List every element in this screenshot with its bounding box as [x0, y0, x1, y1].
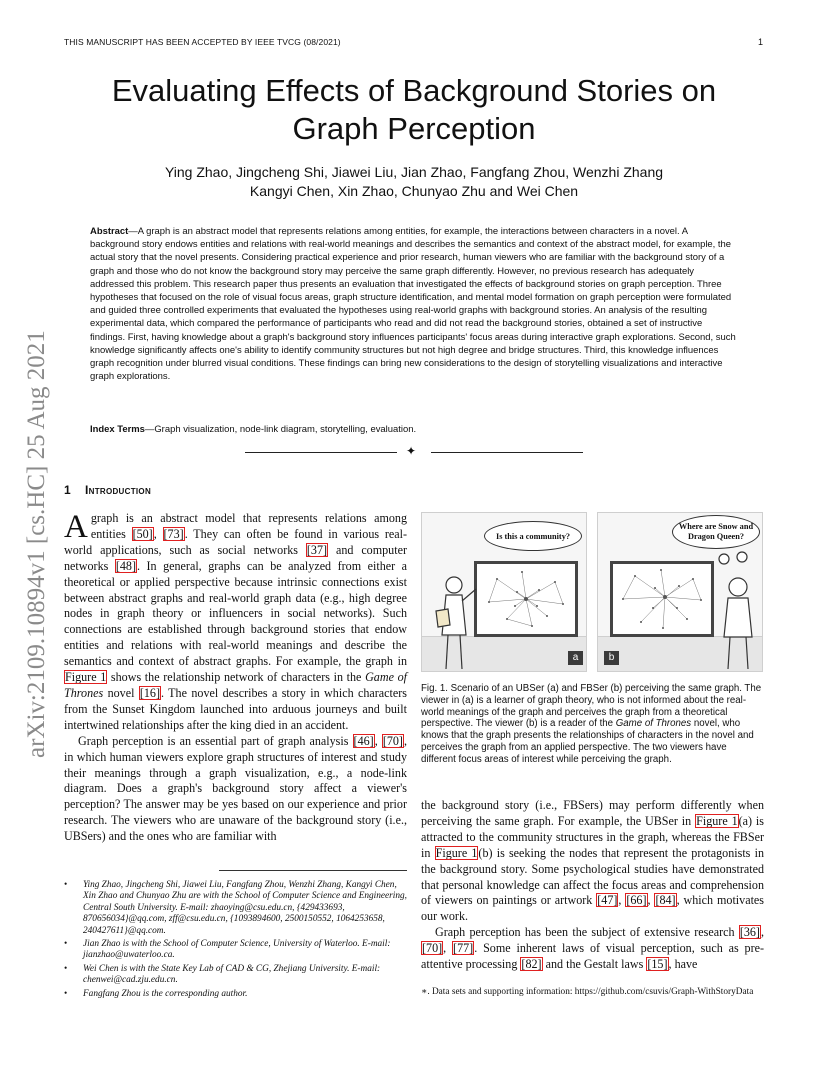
- abstract-label: Abstract: [90, 226, 129, 237]
- text-run: novel: [103, 685, 139, 700]
- caption-text: novel, who knows that the graph presents the relationships of characters in the novel and perceives the graph from an applied perspective. The two viewers have different focus areas of interest while perceiving the graph.: [421, 718, 754, 765]
- text-run: , in which human viewers explore graph structures of interest and study their meanings through a graph visualization, e.g., a node-link diagram. Does a graph's background story affect a viewer's perception? The answer may be yes based on our experience and prior research. The viewers who are unaware of the background story (i.e., UBSers) and the ones who are familiar with: [64, 733, 407, 844]
- footnote-item: • Wei Chen is with the State Key Lab of CAD & CG, Zhejiang University. E-mail: chenwei@cad.zju.edu.cn.: [64, 964, 410, 987]
- drop-cap: A: [64, 509, 88, 545]
- text-run: ,: [374, 733, 382, 748]
- book-title: Game of Thrones: [64, 670, 407, 700]
- text-run: Graph perception has been the subject of extensive research: [435, 925, 739, 940]
- text-run: ,: [760, 925, 764, 940]
- intro-paragraph-4: [421, 925, 764, 973]
- author-line-1: Ying Zhao, Jingcheng Shi, Jiawei Liu, Jian Zhao, Fangfang Zhou, Wenzhi Zhang: [164, 164, 664, 180]
- footnote-item: • Ying Zhao, Jingcheng Shi, Jiawei Liu, Fangfang Zhou, Wenzhi Zhang, Kangyi Chen, Xin Zhao and Chunyao Zhu are with the School of Computer Science and Engineering, Central South University. E-mail: zhaoying@csu.edu.cn, {429433693, 870656034}@qq.com, zff@csu.edu.cn, {1093894600, 2500150552, 1064253658, 240427611}@qq.com.: [64, 880, 410, 937]
- text-run: ,: [618, 893, 626, 908]
- network-graph-icon: [477, 564, 575, 634]
- figure-panel-b: [597, 512, 763, 672]
- figure-link[interactable]: Figure 1: [696, 813, 738, 828]
- citation-link[interactable]: [16]: [139, 685, 160, 700]
- intro-paragraph-3: [421, 798, 764, 925]
- left-column-body: [64, 511, 407, 845]
- index-terms-dash: —: [144, 424, 155, 435]
- section-number: 1: [64, 483, 71, 497]
- intro-paragraph-2: [64, 734, 407, 845]
- text-run: ,: [443, 941, 453, 956]
- separator-rule-left: [245, 452, 397, 453]
- citation-link[interactable]: [48]: [115, 558, 136, 573]
- caption-text: Fig. 1. Scenario of an UBSer (a) and FBSer (b) perceiving the same graph. The viewer in (a) is a learner of graph theory, who is not informed about the real-world meanings of the graph and perceives the graph from a theoretical perspective. The viewer (b) is a reader of the: [421, 683, 762, 730]
- graph-screen-b: [610, 561, 714, 637]
- footnote-item: • Fangfang Zhou is the corresponding author.: [64, 989, 410, 1000]
- text-run: (a) is attracted to the community structures in the graph, whereas the FBSer in: [421, 813, 765, 860]
- text-run: ,: [647, 893, 655, 908]
- right-column-body: [421, 798, 764, 973]
- speech-bubble-a: Is this a community?: [484, 521, 582, 551]
- network-graph-icon: [613, 564, 711, 634]
- author-line-2: Kangyi Chen, Xin Zhao, Chunyao Zhu and Wei Chen: [249, 183, 579, 199]
- arxiv-identifier-stamp: arXiv:2109.10894v1 [cs.HC] 25 Aug 2021: [23, 330, 50, 758]
- author-list: [80, 163, 748, 201]
- intro-paragraph-1: [64, 511, 407, 734]
- text-run: . In general, graphs can be analyzed from either a theoretical or applied perspective because intrinsic connections exist between abstract graphs and real-world graph data (e.g., high degree nodes in graph theory or influencers in social networks). Such connections are established through background stories that endow entities and relations with real-world meanings and describe the semantics and context of abstract graphs. For example, the graph in: [64, 558, 408, 669]
- text-run: and computer networks: [64, 542, 407, 573]
- figure-1: [421, 512, 763, 672]
- text-run: shows the relationship network of characters in the: [107, 670, 366, 685]
- text-run: . Some inherent laws of visual perception, such as pre-attentive processing: [421, 941, 765, 972]
- citation-link[interactable]: [84]: [655, 893, 676, 908]
- figure-caption: [421, 683, 764, 766]
- citation-link[interactable]: [37]: [306, 542, 328, 557]
- abstract-text: A graph is an abstract model that represents relations among entities, for example, the interactions between characters in a novel. A background story endows entities and relations with real-world meanings and describes the semantics and context of the abstract model, for example, the actual story that the novel presents. Considering practical experience and prior research, human viewers who are familiar with the background story of a graph and those who do not know the background story may perceive the same graph differently. However, no previous research has adequately addressed this problem. This research paper thus presents an evaluation that investigated the effects of background stories on graph perception. Three hypotheses that focused on the role of visual focus areas, graph structure identification, and mental model formation on graph perception were formulated and guided three controlled experiments that evaluated the hypotheses using real-world graphs with background stories. An analysis of the resulting experimental data, which compared the performance of participants who read and did not read the background stories, obtained a set of instructive findings. First, having knowledge about a graph's background story influences participants' focus areas during interactive graph explorations. Second, such knowledge significantly affects one's ability to identify community structures but not high degree and bridge structures. Third, this knowledge influences graph recognition under blurred visual conditions. These findings can bring new considerations to the design of storytelling visualizations and interactive graph explorations.: [90, 226, 736, 383]
- running-header: THIS MANUSCRIPT HAS BEEN ACCEPTED BY IEEE TVCG (08/2021): [64, 37, 341, 47]
- citation-link[interactable]: [70]: [382, 733, 403, 748]
- footnote-rule: [219, 870, 407, 871]
- figure-link[interactable]: Figure 1: [435, 845, 478, 860]
- citation-link[interactable]: [36]: [739, 925, 760, 940]
- index-terms: [90, 423, 738, 436]
- graph-screen-a: [474, 561, 578, 637]
- page-number: 1: [758, 37, 764, 47]
- caption-book-title: Game of Thrones: [615, 718, 692, 730]
- section-title: Introduction: [84, 483, 152, 497]
- index-terms-text: Graph visualization, node-link diagram, storytelling, evaluation.: [154, 424, 417, 435]
- text-run: the background story (i.e., FBSers) may perform differently when perceiving the same graph. For example, the UBSer in: [421, 798, 764, 828]
- abstract: [90, 225, 738, 383]
- citation-link[interactable]: [66]: [626, 893, 647, 908]
- citation-link[interactable]: [70]: [422, 941, 443, 956]
- viewer-a-figure-icon: [428, 573, 478, 671]
- text-run: and the Gestalt laws: [542, 957, 647, 972]
- separator-diamond-icon: ✦: [406, 444, 417, 458]
- abstract-dash: —: [128, 226, 138, 237]
- citation-link[interactable]: [46]: [353, 733, 374, 748]
- data-availability-note: ∗. Data sets and supporting information: https://github.com/csuvis/Graph-WithStoryData: [421, 987, 754, 997]
- text-run: , which motivates our work.: [421, 893, 765, 924]
- panel-label-a: a: [568, 651, 583, 665]
- citation-link[interactable]: [77]: [453, 941, 474, 956]
- viewer-b-figure-icon: [708, 551, 762, 671]
- text-run: . They can often be found in various real-world applications, such as social networks: [64, 526, 408, 557]
- speech-bubble-b: Where are Snow and Dragon Queen?: [672, 515, 760, 549]
- text-run: . The novel describes a story in which characters from the Sunset Kingdom launched into arduous journeys and built intertwined relationships after the king died in an accident.: [64, 685, 407, 732]
- figure-panel-a: [421, 512, 587, 672]
- text-run: , have: [668, 957, 698, 972]
- text-run: (b) is seeking the nodes that represent the protagonists in the background story. Some psychological studies have demonstrated that personal knowledge can affect the focus areas and comprehension of viewers on paintings or artwork: [421, 845, 764, 908]
- affiliation-footnotes: [64, 880, 410, 1002]
- panel-label-b: b: [604, 651, 619, 665]
- citation-link[interactable]: [15]: [647, 957, 668, 972]
- figure-link[interactable]: Figure 1: [65, 670, 107, 685]
- citation-link[interactable]: [47]: [597, 893, 618, 908]
- citation-link[interactable]: [73]: [163, 526, 184, 541]
- text-run: graph is an abstract model that represents relations among entities: [90, 511, 407, 541]
- citation-link[interactable]: [82]: [521, 957, 542, 972]
- section-heading: [64, 483, 151, 497]
- paper-title: Evaluating Effects of Background Stories on Graph Perception: [111, 73, 717, 146]
- index-terms-label: Index Terms: [90, 424, 145, 435]
- citation-link[interactable]: [50]: [132, 526, 153, 541]
- footnote-item: • Jian Zhao is with the School of Computer Science, University of Waterloo. E-mail: jianzhao@uwaterloo.ca.: [64, 939, 410, 962]
- text-run: ,: [153, 526, 163, 541]
- text-run: Graph perception is an essential part of graph analysis: [78, 733, 353, 748]
- separator-rule-right: [431, 452, 583, 453]
